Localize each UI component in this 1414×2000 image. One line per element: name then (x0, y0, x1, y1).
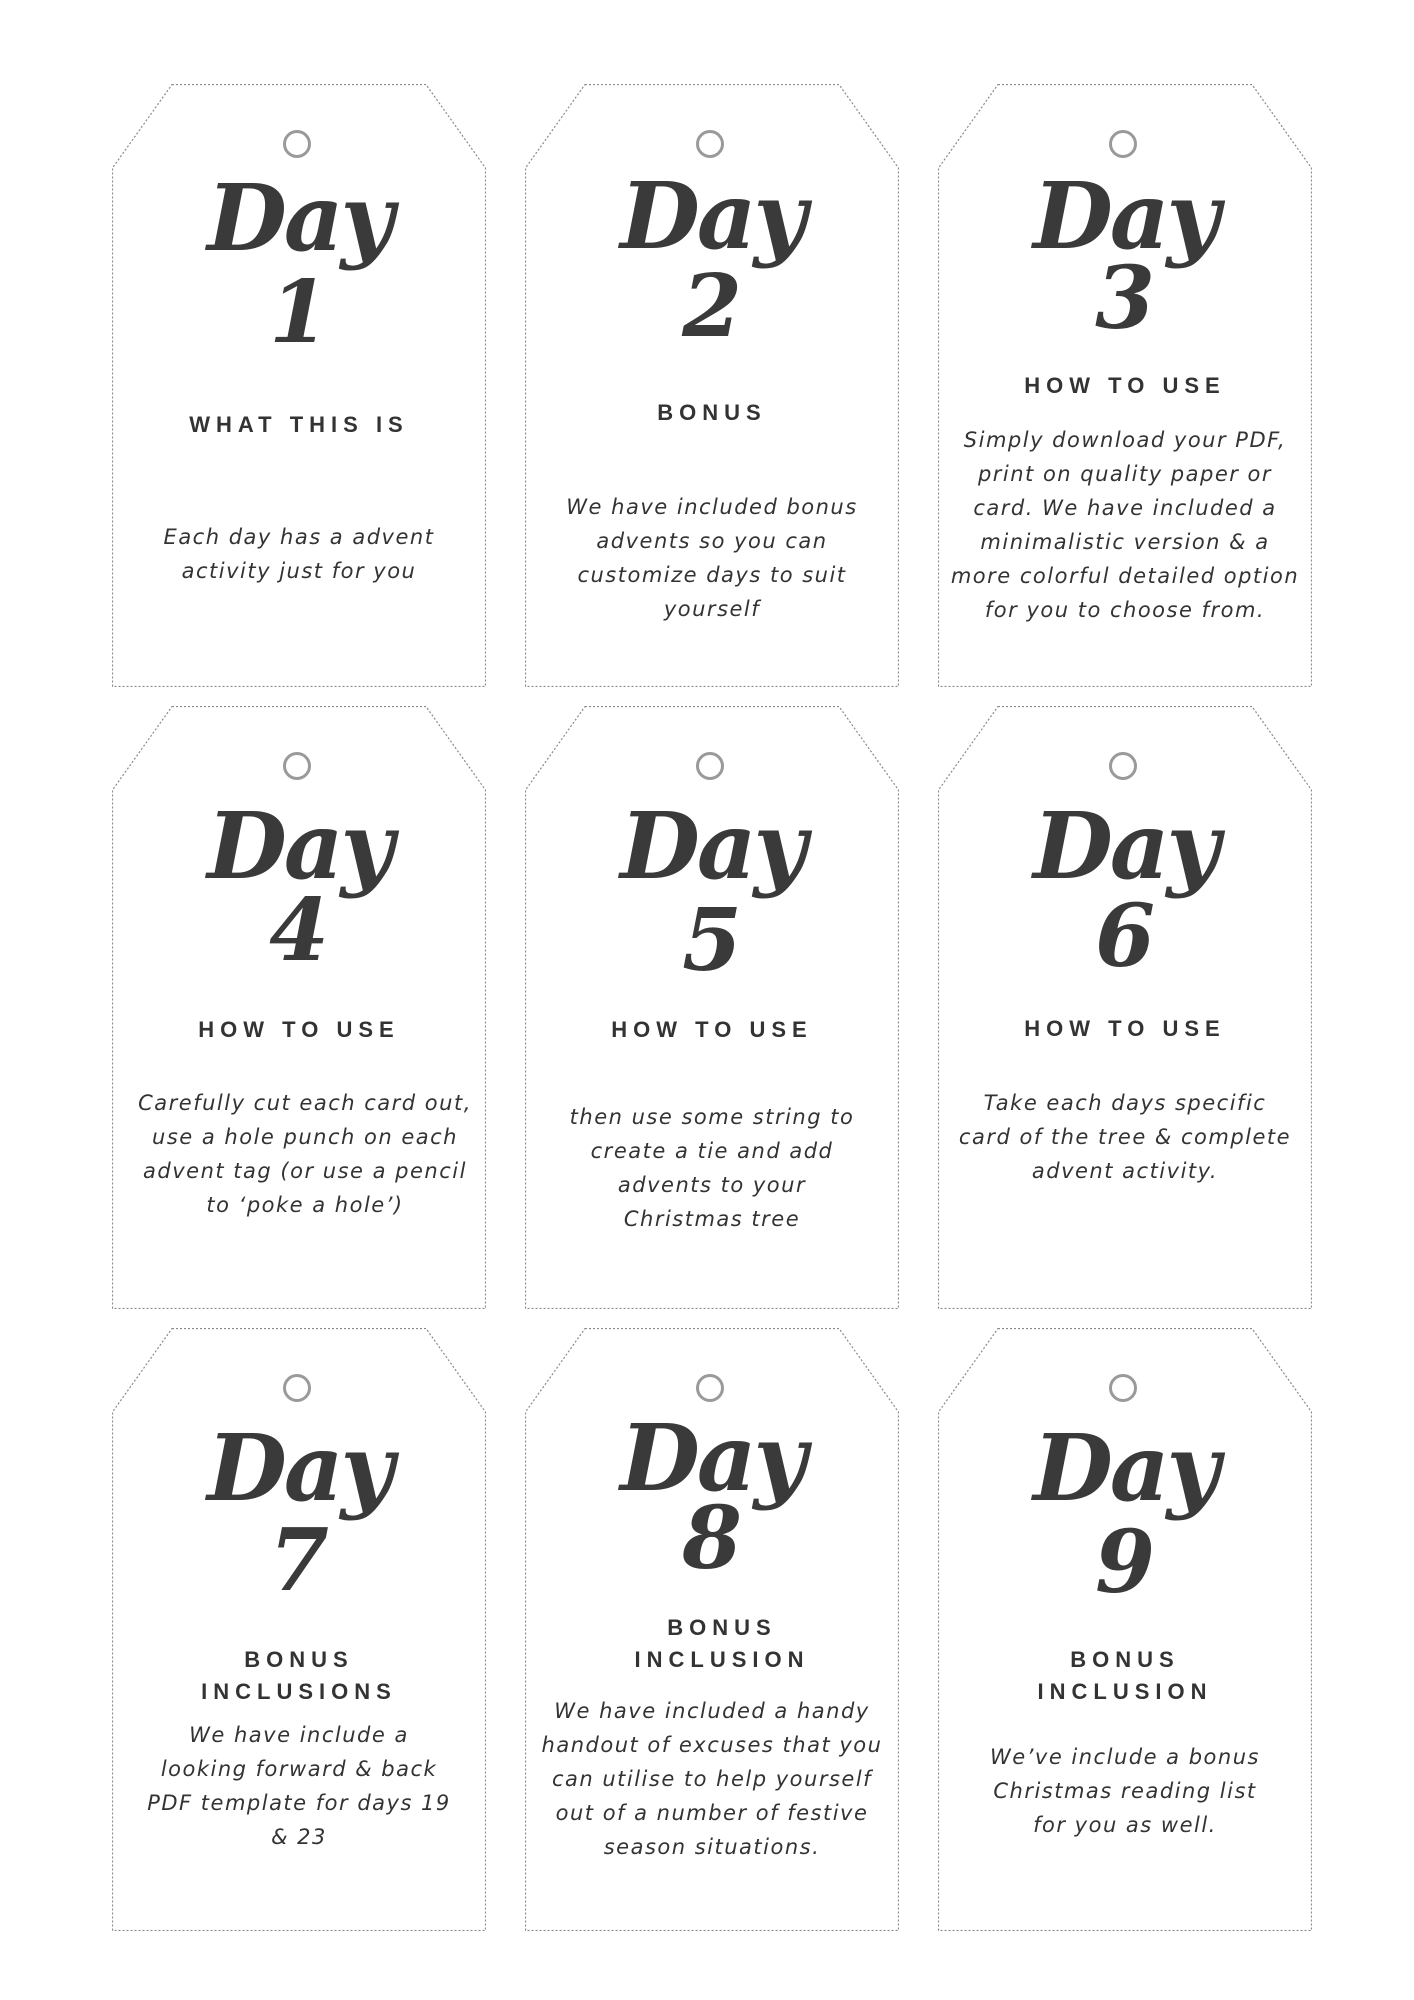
advent-tag-day-6 (938, 706, 1312, 1309)
day-title: Day (620, 792, 804, 900)
tag-description: We have include a looking forward & back PDF template for days 19 & 23 (147, 1723, 451, 1849)
punch-hole-icon (696, 752, 724, 780)
tag-heading: HOW TO USE (198, 1017, 400, 1042)
tag-heading: BONUS INCLUSION (634, 1615, 810, 1672)
tag-description: then use some string to create a tie and add advents to your Christmas tree (569, 1105, 855, 1231)
day-number: 3 (1095, 248, 1155, 349)
advent-tag-day-5 (525, 706, 899, 1309)
day-title: Day (1033, 162, 1217, 270)
advent-tag-day-8 (525, 1328, 899, 1931)
tag-description: Carefully cut each card out, use a hole punch on each advent tag (or use a pencil to ‘poke a hole’) (138, 1091, 472, 1217)
punch-hole-icon (1109, 1374, 1137, 1402)
tag-heading: HOW TO USE (611, 1017, 813, 1042)
tag-heading: HOW TO USE (1024, 1016, 1226, 1041)
day-title: Day (620, 162, 804, 270)
tag-heading: BONUS INCLUSIONS (201, 1647, 397, 1704)
day-number: 1 (269, 262, 329, 363)
advent-tag-day-1 (112, 84, 486, 687)
punch-hole-icon (283, 130, 311, 158)
advent-tag-day-9 (938, 1328, 1312, 1931)
day-number: 8 (682, 1488, 742, 1589)
tag-heading: BONUS INCLUSION (1037, 1647, 1213, 1704)
day-number: 6 (1095, 886, 1155, 987)
day-title: Day (207, 1414, 391, 1522)
tag-description: Each day has a advent activity just for you (163, 525, 435, 583)
day-title: Day (1033, 792, 1217, 900)
advent-tag-day-3 (938, 84, 1312, 687)
day-number: 2 (682, 256, 742, 357)
tag-description: We have included bonus advents so you can customize days to suit yourself (566, 495, 858, 621)
punch-hole-icon (283, 1374, 311, 1402)
day-title: Day (207, 792, 391, 900)
tag-description: Take each days specific card of the tree & complete advent activity. (958, 1091, 1292, 1183)
day-title: Day (207, 164, 391, 272)
tag-description: We have included a handy handout of excuses that you can utilise to help yourself out of a number of festive season situations. (541, 1699, 883, 1859)
tag-heading: BONUS (657, 400, 767, 425)
day-number: 7 (269, 1510, 329, 1611)
tag-description: We’ve include a bonus Christmas reading list for you as well. (990, 1745, 1260, 1837)
day-number: 5 (682, 890, 742, 991)
day-number: 4 (269, 880, 329, 981)
punch-hole-icon (696, 130, 724, 158)
advent-tag-day-4 (112, 706, 486, 1309)
day-title: Day (620, 1404, 804, 1512)
punch-hole-icon (696, 1374, 724, 1402)
punch-hole-icon (283, 752, 311, 780)
advent-tag-day-7 (112, 1328, 486, 1931)
tag-description: Simply download your PDF, print on quality paper or card. We have included a minimalistic version & a more colorful detailed option for you to choose from. (950, 428, 1300, 622)
punch-hole-icon (1109, 130, 1137, 158)
day-number: 9 (1095, 1512, 1155, 1613)
day-title: Day (1033, 1414, 1217, 1522)
tag-heading: HOW TO USE (1024, 373, 1226, 398)
punch-hole-icon (1109, 752, 1137, 780)
advent-tag-day-2 (525, 84, 899, 687)
tag-heading: WHAT THIS IS (189, 412, 409, 437)
